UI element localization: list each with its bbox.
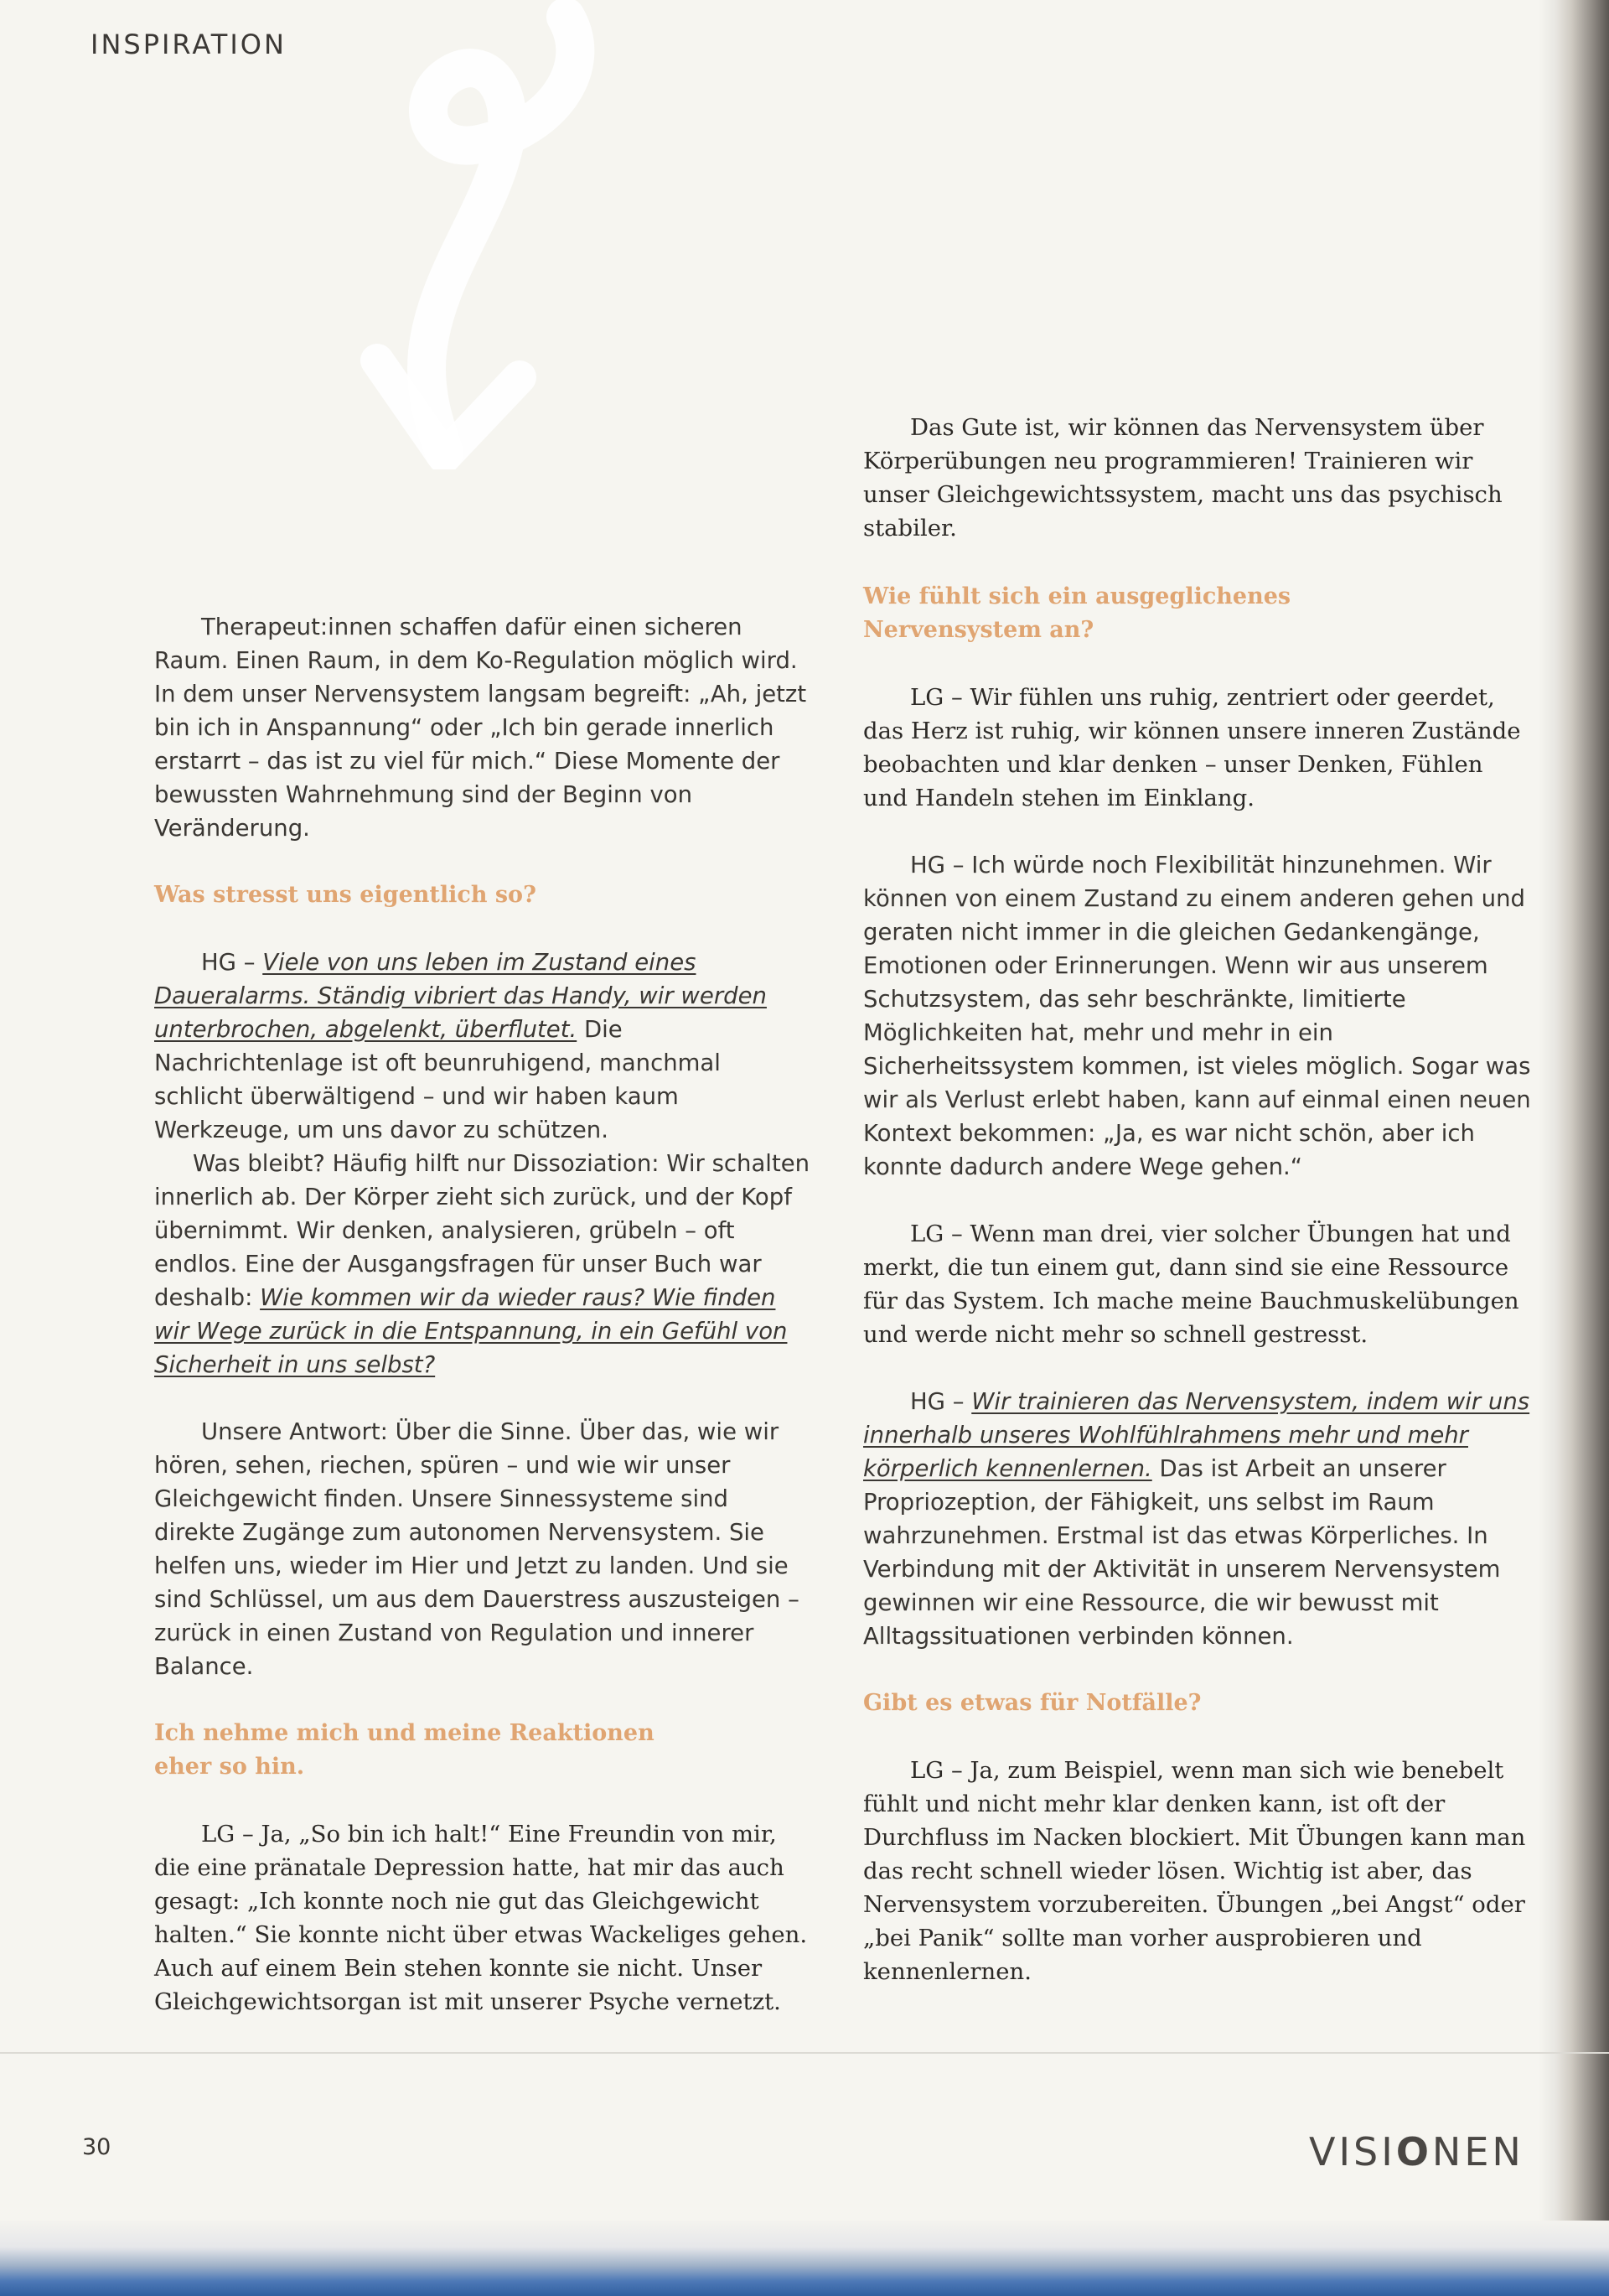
left-paragraph-5: LG – Ja, „So bin ich halt!“ Eine Freundin von mir, die eine pränatale Depression hatte, hat mir das auch gesagt: „Ich konnte noch nie gut das Gleichgewicht halten.“ Sie konnte nicht über etwas Wackeliges gehen. Auch auf einem Bein stehen konnte sie nicht. Unser Gleichgewichtsorgan ist mit unserer Psyche vernetzt. [154, 1821, 808, 2015]
page-number: 30 [82, 2134, 111, 2160]
logo-text-end: NEN [1431, 2129, 1524, 2174]
scan-edge-strip [0, 2221, 1609, 2296]
paragraph-text: Das ist Arbeit an unserer Propriozeption, der Fähigkeit, uns selbst im Raum wahrzunehmen. Erstmal ist das etwas Körperliches. In Verbindung mit der Aktivität in unserem Nervensystem gewinnen wir eine Ressource, die wir bewusst mit Alltagssituationen verbinden können. [863, 1455, 1501, 1650]
question-heading-balanced: Wie fühlt sich ein ausgeglichenes Nervensystem an? [863, 583, 1291, 643]
page-edge-shade [1539, 0, 1555, 2296]
right-paragraph-1: Das Gute ist, wir können das Nervensystem über Körperübungen neu programmieren! Trainieren wir unser Gleichgewichtssystem, macht uns das psychisch stabiler. [863, 414, 1503, 542]
left-paragraph-3 [154, 1147, 815, 1381]
speaker-label: HG – [201, 949, 263, 976]
right-paragraph-4: LG – Wenn man drei, vier solcher Übungen hat und merkt, die tun einem gut, dann sind sie eine Ressource für das System. Ich mache meine Bauchmuskelübungen und werde nicht mehr so schnell gestresst. [863, 1221, 1519, 1348]
right-paragraph-2: LG – Wir fühlen uns ruhig, zentriert oder geerdet, das Herz ist ruhig, wir können unsere inneren Zustände beobachten und klar denken – unser Denken, Fühlen und Handeln stehen im Einklang. [863, 684, 1521, 811]
left-paragraph-2 [154, 946, 815, 1147]
logo-text: VISI [1309, 2129, 1396, 2174]
right-paragraph-6: LG – Ja, zum Beispiel, wenn man sich wie benebelt fühlt und nicht mehr klar denken kann, ist oft der Durchfluss im Nacken blockiert. Mit Übungen kann man das recht schnell wieder lösen. Wichtig ist aber, das Nervensystem vorzubereiten. Übungen „bei Angst“ oder „bei Panik“ sollte man vorher ausprobieren und kennenlernen. [863, 1757, 1526, 1985]
decorative-arrow-icon [235, 0, 620, 469]
footer-divider [0, 2052, 1609, 2054]
right-paragraph-3: HG – Ich würde noch Flexibilität hinzunehmen. Wir können von einem Zustand zu einem anderen gehen und geraten nicht immer in die gleichen Gedankengänge, Emotionen oder Erinnerungen. Wenn wir aus unserem Schutzsystem, das sehr beschränkte, limitierte Möglichkeiten hat, mehr und mehr in ein Sicherheitssystem kommen, ist vieles möglich. Sogar was wir als Verlust erlebt haben, kann auf einmal einen neuen Kontext bekommen: „Ja, es war nicht schön, aber ich konnte dadurch andere Wege gehen.“ [863, 852, 1531, 1180]
question-heading-emergency: Gibt es etwas für Notfälle? [863, 1690, 1202, 1716]
left-column [154, 610, 815, 2019]
question-heading-reactions: Ich nehme mich und meine Reaktionen eher so hin. [154, 1720, 654, 1780]
question-heading-stress: Was stresst uns eigentlich so? [154, 882, 536, 908]
left-paragraph-1: Therapeut:innen schaffen dafür einen sicheren Raum. Einen Raum, in dem Ko-Regulation möglich wird. In dem unser Nervensystem langsam begreift: „Ah, jetzt bin ich in Anspannung“ oder „Ich bin gerade innerlich erstarrt – das ist zu viel für mich.“ Diese Momente der bewussten Wahrnehmung sind der Beginn von Veränderung. [154, 614, 807, 842]
underlined-quote: Viele von uns leben im Zustand eines Daueralarms. Ständig vibriert das Handy, wir werden unterbrochen, abgelenkt, überflutet. [154, 949, 767, 1043]
right-column [863, 411, 1534, 1988]
underlined-quote: Wie kommen wir da wieder raus? Wie finden wir Wege zurück in die Entspannung, in ein Gefühl von Sicherheit in uns selbst? [154, 1284, 788, 1378]
magazine-logo [1309, 2129, 1524, 2174]
left-paragraph-4: Unsere Antwort: Über die Sinne. Über das, wie wir hören, sehen, riechen, spüren – und wie wir unser Gleichgewicht finden. Unsere Sinnessysteme sind direkte Zugänge zum autonomen Nervensystem. Sie helfen uns, wieder im Hier und Jetzt zu landen. Und sie sind Schlüssel, um aus dem Dauerstress auszusteigen – zurück in einen Zustand von Regulation und innerer Balance. [154, 1418, 799, 1680]
speaker-label: HG – [910, 1388, 972, 1415]
paragraph-text: Die Nachrichtenlage ist oft beunruhigend, manchmal schlicht überwältigend – und wir haben kaum Werkzeuge, um uns davor zu schützen. [154, 1016, 721, 1143]
underlined-quote: Wir trainieren das Nervensystem, indem wir uns innerhalb unseres Wohlfühlrahmens mehr und mehr körperlich kennenlernen. [863, 1388, 1530, 1482]
paragraph-text: Was bleibt? Häufig hilft nur Dissoziation: Wir schalten innerlich ab. Der Körper zieht sich zurück, und der Kopf übernimmt. Wir denken, analysieren, grübeln – oft endlos. Eine der Ausgangsfragen für unser Buch war deshalb: [154, 1150, 810, 1311]
logo-text-o: O [1395, 2129, 1432, 2174]
section-label: INSPIRATION [91, 29, 287, 60]
page-edge-shadow [1555, 0, 1609, 2296]
right-paragraph-5 [863, 1385, 1534, 1653]
